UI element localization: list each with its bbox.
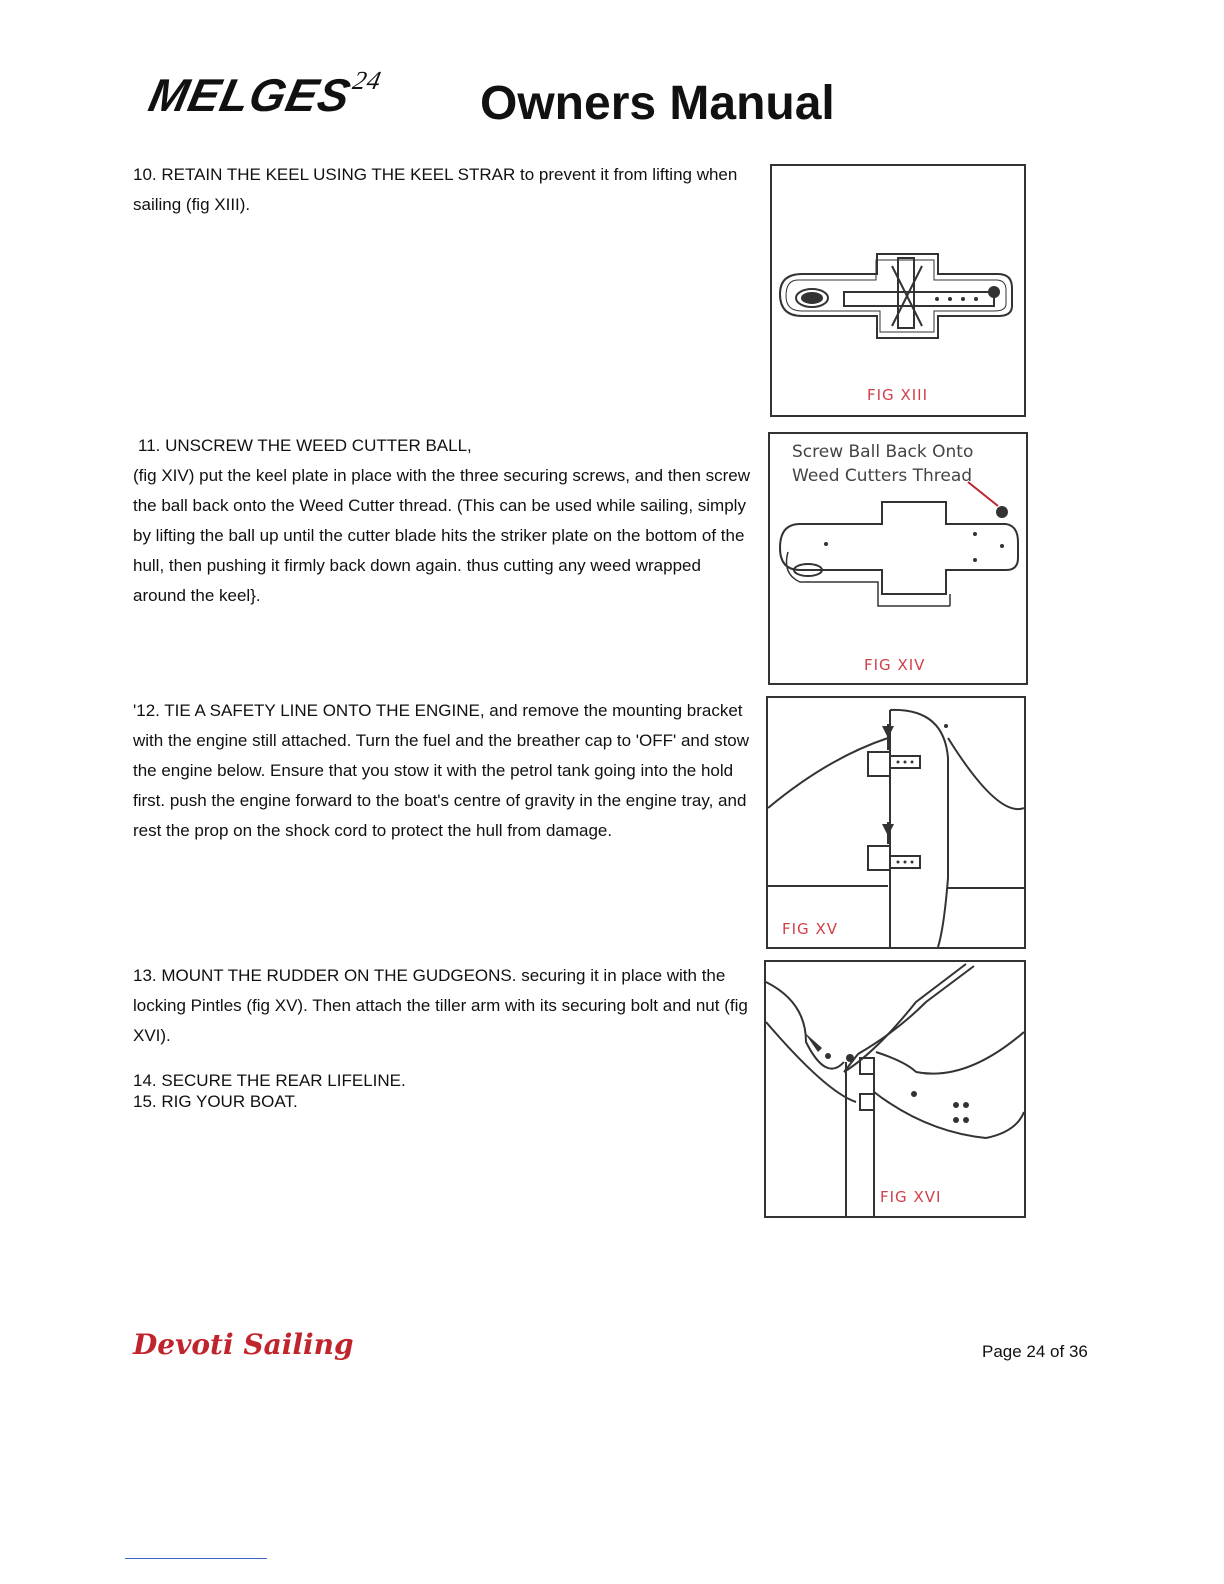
- figure-13: [770, 164, 1026, 417]
- figure-16: [764, 960, 1026, 1218]
- fig-16-label: FIG XVI: [880, 1188, 942, 1206]
- footnote-rule: [125, 1558, 267, 1559]
- devoti-sailing-brand: Devoti Sailing: [133, 1328, 354, 1361]
- fig-14-caption-line-1: Screw Ball Back Onto: [792, 442, 974, 462]
- step-10-text: 10. RETAIN THE KEEL USING THE KEEL STRAR to prevent it from lifting when sailing (fig XIII).: [133, 165, 738, 214]
- figure-14: [768, 432, 1028, 685]
- figure-15: [766, 696, 1026, 949]
- logo-superscript: 24: [350, 65, 385, 95]
- keel-strap-drawing: [772, 166, 1024, 415]
- logo-text: MELGES: [144, 69, 356, 121]
- tiller-arm-drawing: [766, 962, 1024, 1216]
- step-11-body: (fig XIV) put the keel plate in place with the three securing screws, and then screw the ball back onto the Weed Cutter thread. (This can be used while sailing, simply by lifting the ball up until the cutter blade hits the striker plate on the bottom of the hull, then pushing it firmly back down again. thus cutting any weed wrapped around the keel}.: [133, 466, 751, 605]
- fig-14-caption-line-2: Weed Cutters Thread: [792, 466, 973, 486]
- page-number: Page 24 of 36: [982, 1342, 1088, 1361]
- step-14-text: 14. SECURE THE REAR LIFELINE.: [133, 1071, 406, 1090]
- step-11-heading: 11. UNSCREW THE WEED CUTTER BALL,: [138, 436, 472, 455]
- fig-13-label: FIG XIII: [867, 386, 928, 404]
- step-13-text: 13. MOUNT THE RUDDER ON THE GUDGEONS. securing it in place with the locking Pintles (fig XV). Then attach the tiller arm with its securing bolt and nut (fig XVI).: [133, 966, 748, 1045]
- melges-logo: [144, 65, 385, 122]
- page-title: Owners Manual: [480, 77, 835, 130]
- rudder-pintles-drawing: [768, 698, 1024, 947]
- fig-14-label: FIG XIV: [864, 656, 926, 674]
- step-12-text: '12. TIE A SAFETY LINE ONTO THE ENGINE, and remove the mounting bracket with the engine still attached. Turn the fuel and the breather cap to 'OFF' and stow the engine below. Ensure that you stow it with the petrol tank going into the hold first. push the engine forward to the boat's centre of gravity in the engine tray, and rest the prop on the shock cord to protect the hull from damage.: [133, 701, 750, 840]
- weed-cutter-drawing: [770, 434, 1026, 683]
- step-11-text: [133, 431, 753, 611]
- step-15-text: 15. RIG YOUR BOAT.: [133, 1092, 298, 1111]
- fig-15-label: FIG XV: [782, 920, 838, 938]
